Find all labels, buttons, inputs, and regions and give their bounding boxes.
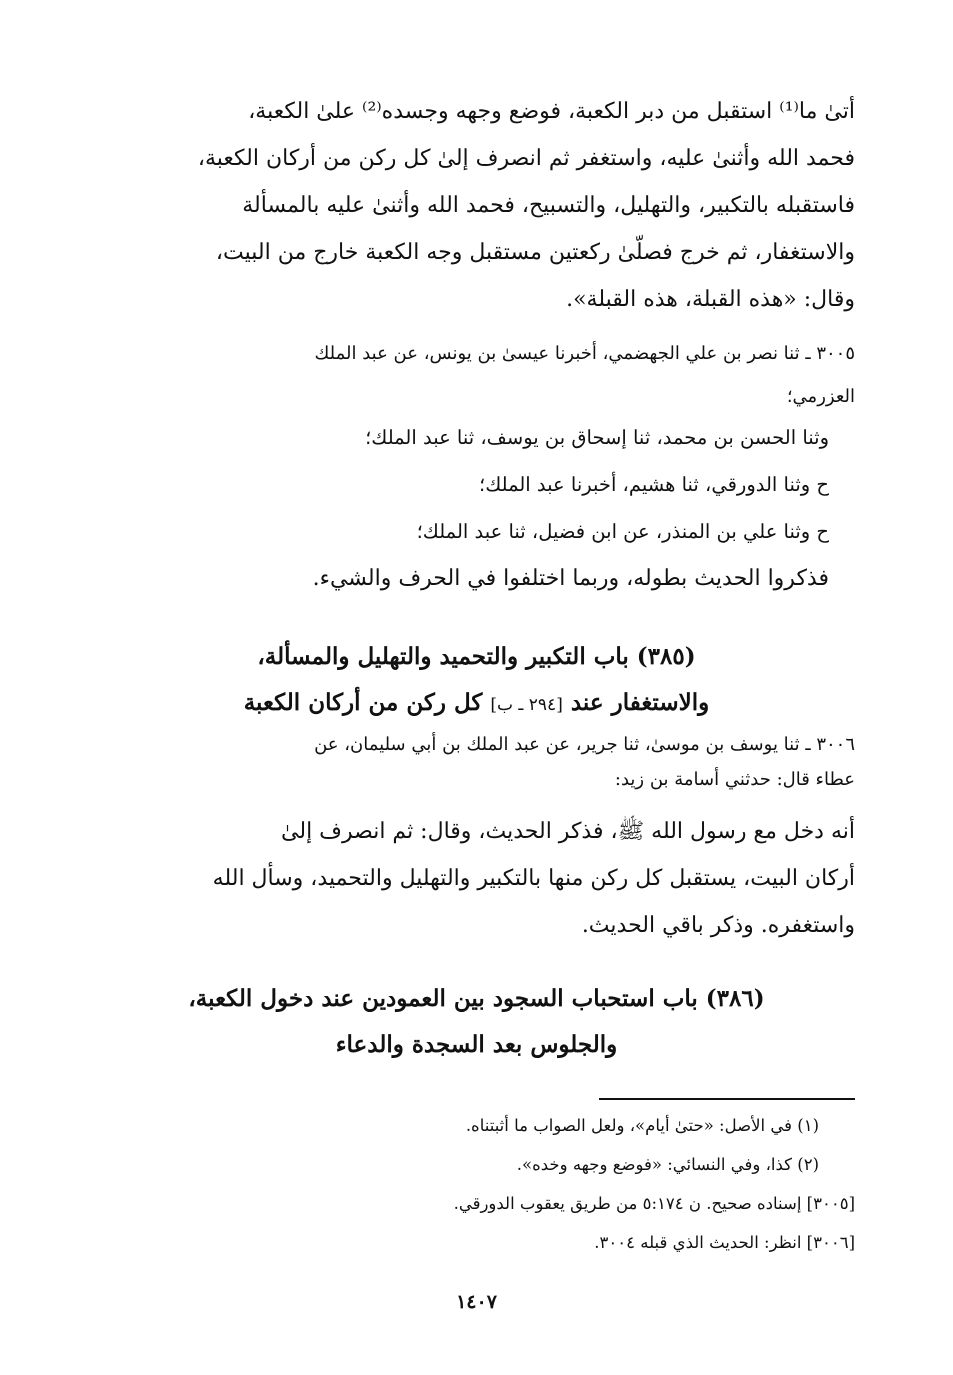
text-line: أتىٰ ما⁽¹⁾ استقبل من دبر الكعبة، فوضع وجهه وجسده⁽²⁾ علىٰ الكعبة، (248, 99, 855, 124)
text-line: ح وثنا علي بن المنذر، عن ابن فضيل، ثنا عبد الملك؛ (416, 520, 829, 543)
hadith-3005-chain (104, 332, 855, 418)
text-line: ٣٠٠٥ ـ ثنا نصر بن علي الجهضمي، أخبرنا عيسىٰ بن يونس، عن عبد الملك (314, 343, 855, 364)
text-line: واستغفره. وذكر باقي الحديث. (581, 913, 855, 938)
footnote-separator (599, 1098, 855, 1100)
heading-text: كل ركن من أركان الكعبة (243, 689, 483, 716)
text-line: فاستقبله بالتكبير، والتهليل، والتسبيح، فحمد الله وأثنىٰ عليه بالمسألة (242, 193, 855, 218)
page-number: ١٤٠٧ (456, 1291, 497, 1313)
heading-line: (٣٨٦) باب استحباب السجود بين العمودين عند دخول الكعبة، (188, 985, 765, 1012)
chapter-heading-385 (0, 634, 953, 728)
text-line: ح وثنا الدورقي، ثنا هشيم، أخبرنا عبد الملك؛ (479, 473, 829, 496)
heading-text: والاستغفار عند (570, 689, 710, 716)
text-line: أركان البيت، يستقبل كل ركن منها بالتكبير والتهليل والتحميد، وسأل الله (212, 866, 855, 891)
heading-line: (٣٨٥) باب التكبير والتحميد والتهليل والمسألة، (257, 643, 696, 670)
text-line: فذكروا الحديث بطوله، وربما اختلفوا في الحرف والشيء. (312, 566, 829, 591)
paragraph-continuation (104, 88, 855, 323)
footnote: (٢) كذا، وفي النسائي: «فوضع وجهه وخده». (516, 1155, 819, 1174)
text-line: وقال: «هذه القبلة، هذه القبلة». (566, 287, 855, 312)
footnote: [٣٠٠٦] انظر: الحديث الذي قبله ٣٠٠٤. (594, 1233, 855, 1252)
text-line: أنه دخل مع رسول الله ﷺ، فذكر الحديث، وقال: ثم انصرف إلىٰ (281, 819, 855, 844)
text-line: عطاء قال: حدثني أسامة بن زيد: (614, 769, 855, 790)
hadith-3006-chain (104, 726, 855, 796)
footnotes (104, 1106, 855, 1262)
text-line: وثنا الحسن بن محمد، ثنا إسحاق بن يوسف، ثنا عبد الملك؛ (365, 426, 829, 449)
manuscript-folio-marker: [٢٩٤ ـ ب] (490, 695, 563, 715)
alternate-chains (104, 414, 829, 602)
text-line: فحمد الله وأثنىٰ عليه، واستغفر ثم انصرف إلىٰ كل ركن من أركان الكعبة، (197, 146, 855, 171)
hadith-3006-text (104, 808, 855, 949)
text-line: العزرمي؛ (786, 386, 855, 407)
heading-line (0, 680, 953, 728)
text-line: ٣٠٠٦ ـ ثنا يوسف بن موسىٰ، ثنا جرير، عن عبد الملك بن أبي سليمان، عن (314, 734, 855, 755)
chapter-heading-386 (0, 976, 953, 1068)
footnote: [٣٠٠٥] إسناده صحيح. ن ٥:١٧٤ من طريق يعقوب الدورقي. (453, 1194, 855, 1213)
text-line: والاستغفار، ثم خرج فصلّىٰ ركعتين مستقبل وجه الكعبة خارج من البيت، (215, 240, 855, 265)
footnote: (١) في الأصل: «حتىٰ أيام»، ولعل الصواب ما أثبتناه. (465, 1116, 819, 1135)
heading-line: والجلوس بعد السجدة والدعاء (335, 1031, 618, 1058)
